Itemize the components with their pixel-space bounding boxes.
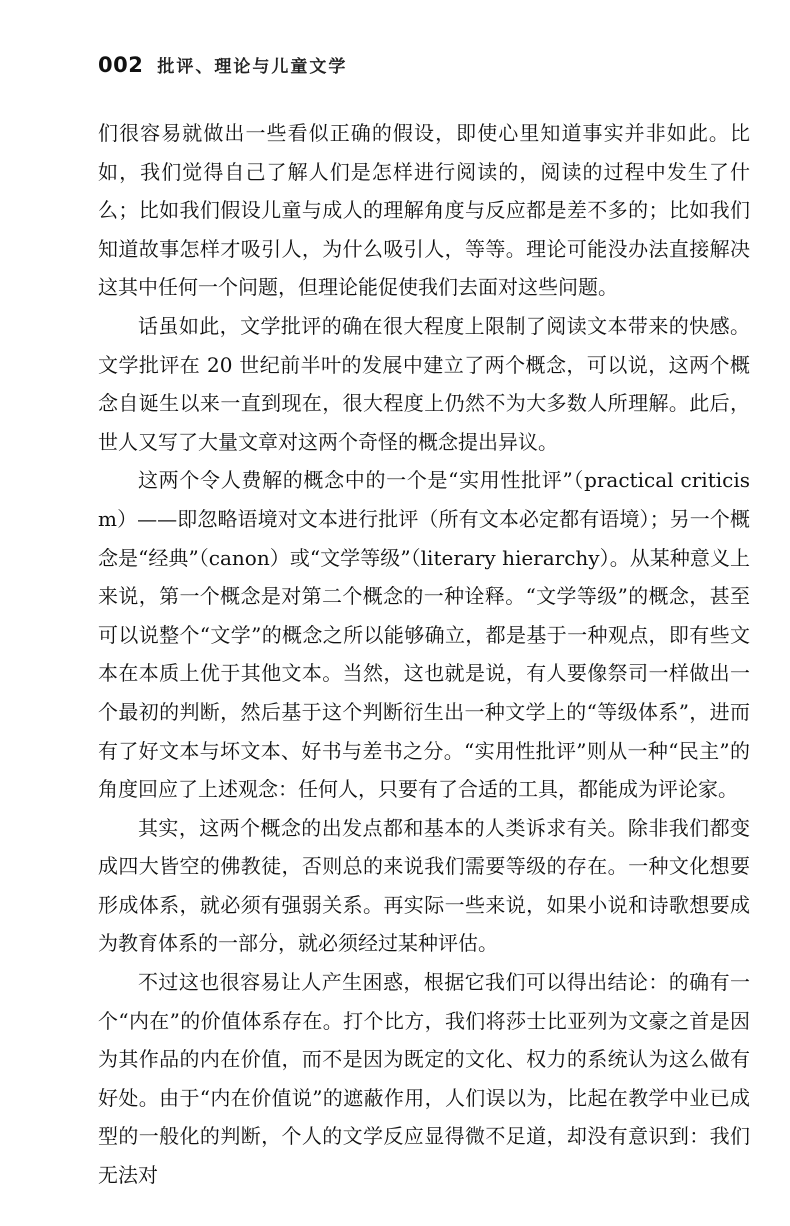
paragraph-5: 不过这也很容易让人产生困惑，根据它我们可以得出结论：的确有一个“内在”的价值体系存在。打个比方，我们将莎士比亚列为文豪之首是因为其作品的内在价值，而不是因为既定的文化、权力的系统认为这么做有好处。由于“内在价值说”的遮蔽作用，人们误以为，比起在教学中业已成型的一般化的判断，个人的文学反应显得微不足道，却没有意识到：我们无法对 (98, 970, 750, 1188)
paragraph-3: 这两个令人费解的概念中的一个是“实用性批评”（practical criticism）——即忽略语境对文本进行批评（所有文本必定都有语境）；另一个概念是“经典”（canon）或“文学等级”（literary hierarchy）。从某种意义上来说，第一个概念是对第二个概念的一种诠释。“文学等级”的概念，甚至可以说整个“文学”的概念之所以能够确立，都是基于一种观点，即有些文本在本质上优于其他文本。当然，这也就是说，有人要像祭司一样做出一个最初的判断，然后基于这个判断衍生出一种文学上的“等级体系”，进而有了好文本与坏文本、好书与差书之分。“实用性批评”则从一种“民主”的角度回应了上述观念：任何人，只要有了合适的工具，都能成为评论家。 (98, 468, 750, 802)
paragraph-2: 话虽如此，文学批评的确在很大程度上限制了阅读文本带来的快感。文学批评在 20 世纪前半叶的发展中建立了两个概念，可以说，这两个概念自诞生以来一直到现在，很大程度上仍然不为大多数人所理解。此后，世人又写了大量文章对这两个奇怪的概念提出异议。 (98, 313, 750, 454)
page-number: 002 (98, 53, 144, 77)
header-title: 批评、理论与儿童文学 (157, 57, 348, 77)
paragraph-4: 其实，这两个概念的出发点都和基本的人类诉求有关。除非我们都变成四大皆空的佛教徒，否则总的来说我们需要等级的存在。一种文化想要形成体系，就必须有强弱关系。再实际一些来说，如果小说和诗歌想要成为教育体系的一部分，就必须经过某种评估。 (98, 815, 750, 956)
paragraph-1: 们很容易就做出一些看似正确的假设，即使心里知道事实并非如此。比如，我们觉得自己了解人们是怎样进行阅读的，阅读的过程中发生了什么；比如我们假设儿童与成人的理解角度与反应都是差不多的；比如我们知道故事怎样才吸引人，为什么吸引人，等等。理论可能没办法直接解决这其中任何一个问题，但理论能促使我们去面对这些问题。 (98, 121, 750, 300)
running-header (98, 52, 347, 77)
body-text (98, 114, 750, 1195)
